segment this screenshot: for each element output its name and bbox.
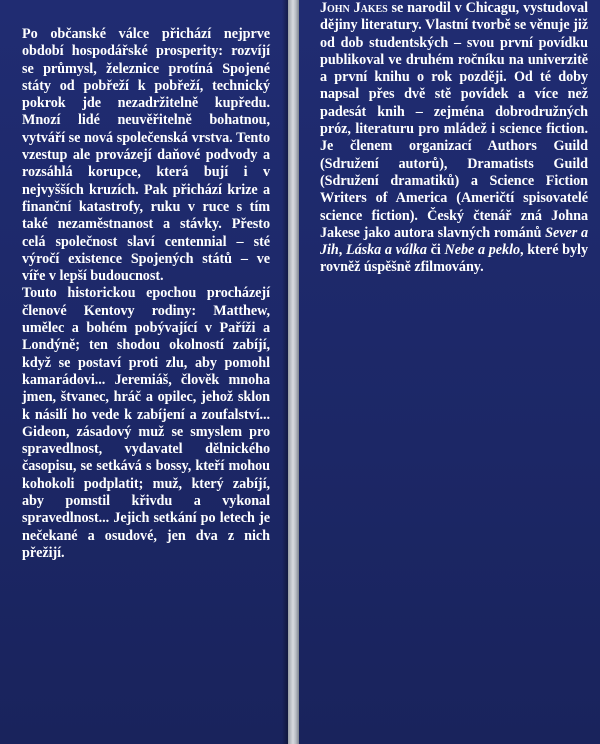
book-spine — [288, 0, 299, 744]
back-cover-left-panel — [0, 0, 288, 744]
novel-title-3: Nebe a peklo — [444, 242, 520, 259]
bio-intro-text: se narodil v Chicagu, vystudoval dějiny literatury. Vlastní tvorbě se věnuje již od dob studentských – svou první povídku publikoval ve druhém ročníku na univerzitě a první knihu o rok později. Od té doby napsal přes dvě stě povídek a více než padesát knih – zejména dobrodružných próz, literaturu pro mládež i science fiction. Je členem organizací Authors Guild (Sdružení autorů), Dramatists Guild (Sdružení dramatiků) a Science Fiction Writers of America (Američtí spisovatelé science fiction). Český čtenář zná Johna Jakese jako autora slavných románů — [320, 0, 589, 241]
novel-title-2: Láska a válka — [346, 242, 427, 259]
title-separator-1: , — [338, 242, 346, 259]
back-cover-right-panel — [299, 0, 600, 744]
author-name: John Jakes — [320, 0, 388, 16]
blurb-paragraph-1: Po občanské válce přichází nejprve období hospodářské prosperity: rozvíjí se průmysl, železnice protíná Spojené státy od pobřeží k pobřeží, technický pokrok jde nezadržitelně kupředu. Mnozí lidé neuvěřitelně bohatnou, vytváří se nová společenská vrstva. Tento vzestup ale provázejí daňové podvody a rozsáhlá korupce, která bují i v nejvyšších kruzích. Pak přichází krize a finanční katastrofy, ruku v ruce s tím také nezaměstnanost a stávky. Přesto celá společnost slaví centennial – sté výročí existence Spojených států – ve víře v lepší budoucnost. — [22, 26, 270, 285]
bio-outro-text: , které byly rovněž úspěšně zfilmovány. — [320, 242, 588, 276]
title-separator-2: či — [426, 242, 445, 259]
author-bio — [320, 0, 588, 277]
novel-title-1: Sever a Jih — [320, 224, 588, 259]
book-blurb — [22, 26, 270, 562]
author-bio-paragraph — [320, 0, 588, 277]
blurb-paragraph-2: Touto historickou epochou procházejí členové Kentovy rodiny: Matthew, umělec a bohém pobývající v Paříži a Londýně; ten shodou okolností zabíjí, když se postaví proti zlu, aby pomohl kamarádovi... Jeremiáš, člověk mnoha jmen, štvanec, hráč a opilec, jehož sklon k násilí ho vede k zabíjení a zoufalství... Gideon, zásadový muž se smyslem pro spravedlnost, vydavatel dělnického časopisu, se setkává s bossy, kteří mohou kohokoli podplatit; muž, který zabíjí, aby pomstil křivdu a vykonal spravedlnost... Jejich setkání po letech je nečekané a osudové, jen dva z nich přežijí. — [22, 285, 270, 561]
